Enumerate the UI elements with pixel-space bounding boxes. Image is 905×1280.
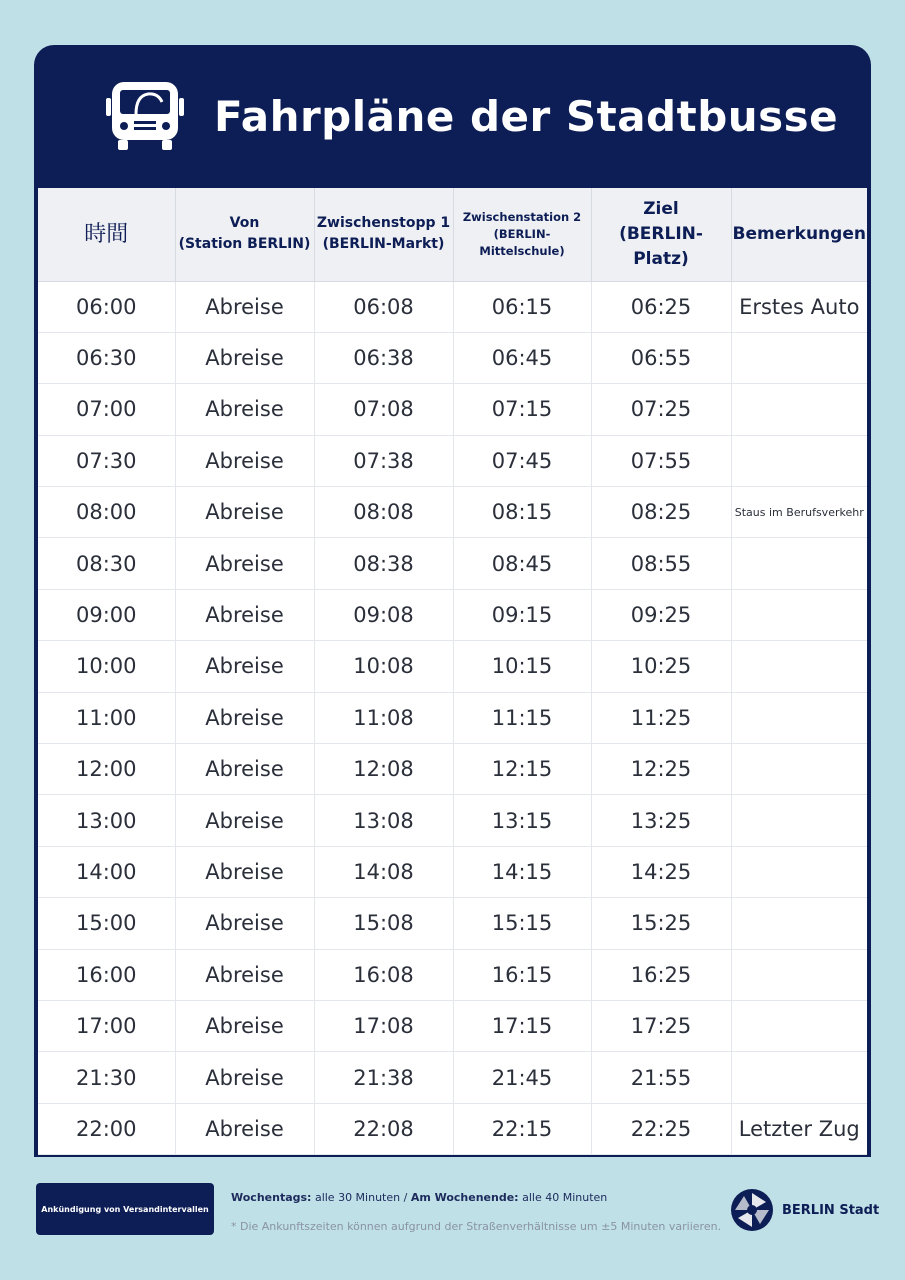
stop1-cell: 08:08 (314, 487, 453, 538)
column-header-stop2: Zwischenstation 2 (BERLIN-Mittelschule) (453, 188, 591, 281)
weekday-label: Wochentags: (231, 1191, 312, 1204)
stop2-cell: 07:45 (453, 435, 591, 486)
weekend-label: Am Wochenende: (410, 1191, 519, 1204)
stop2-cell: 16:15 (453, 949, 591, 1000)
column-header-from: Von (Station BERLIN) (175, 188, 314, 281)
destination-cell: 08:25 (591, 487, 731, 538)
table-row (38, 538, 867, 589)
interval-notice-button[interactable]: Ankündigung von Versandintervallen (36, 1183, 214, 1235)
time-cell: 22:00 (38, 1103, 175, 1154)
brand (730, 1188, 879, 1232)
time-cell: 07:30 (38, 435, 175, 486)
stop1-cell: 16:08 (314, 949, 453, 1000)
table-row (38, 332, 867, 383)
from-cell: Abreise (175, 538, 314, 589)
stop1-cell: 17:08 (314, 1000, 453, 1051)
bus-icon (106, 78, 184, 156)
time-cell: 06:30 (38, 332, 175, 383)
brand-name: BERLIN Stadt (782, 1202, 880, 1218)
table-row (38, 898, 867, 949)
weekend-value: alle 40 Minuten (518, 1191, 608, 1204)
destination-cell: 10:25 (591, 641, 731, 692)
header (34, 45, 871, 188)
stop2-cell: 09:15 (453, 589, 591, 640)
remarks-cell (731, 589, 867, 640)
table-row (38, 1103, 867, 1154)
remarks-cell (731, 692, 867, 743)
time-cell: 06:00 (38, 281, 175, 332)
stop2-cell: 13:15 (453, 795, 591, 846)
remarks-cell: Erstes Auto (731, 281, 867, 332)
timetable-card (34, 45, 871, 1157)
destination-cell: 16:25 (591, 949, 731, 1000)
stop1-cell: 07:38 (314, 435, 453, 486)
stop1-cell: 06:38 (314, 332, 453, 383)
stop1-cell: 22:08 (314, 1103, 453, 1154)
stop2-cell: 15:15 (453, 898, 591, 949)
remarks-cell (731, 538, 867, 589)
disclaimer: * Die Ankunftszeiten können aufgrund der Straßenverhältnisse um ±5 Minuten variieren. (231, 1220, 722, 1233)
from-cell: Abreise (175, 795, 314, 846)
column-header-time: 時間 (38, 188, 175, 281)
destination-cell: 22:25 (591, 1103, 731, 1154)
stop2-cell: 10:15 (453, 641, 591, 692)
remarks-cell: Staus im Berufsverkehr (731, 487, 867, 538)
column-header-stop1: Zwischenstopp 1 (BERLIN-Markt) (314, 188, 453, 281)
stop2-cell: 17:15 (453, 1000, 591, 1051)
time-cell: 07:00 (38, 384, 175, 435)
table-header-row (38, 188, 867, 281)
remarks-cell (731, 1000, 867, 1051)
time-cell: 16:00 (38, 949, 175, 1000)
destination-cell: 14:25 (591, 846, 731, 897)
time-cell: 15:00 (38, 898, 175, 949)
destination-cell: 12:25 (591, 744, 731, 795)
table-row (38, 589, 867, 640)
time-cell: 21:30 (38, 1052, 175, 1103)
stop2-cell: 12:15 (453, 744, 591, 795)
table-row (38, 949, 867, 1000)
from-cell: Abreise (175, 1052, 314, 1103)
time-cell: 08:00 (38, 487, 175, 538)
stop1-cell: 14:08 (314, 846, 453, 897)
from-cell: Abreise (175, 744, 314, 795)
remarks-cell (731, 949, 867, 1000)
remarks-cell (731, 435, 867, 486)
destination-cell: 07:25 (591, 384, 731, 435)
remarks-cell (731, 898, 867, 949)
table-row (38, 384, 867, 435)
from-cell: Abreise (175, 435, 314, 486)
remarks-cell (731, 846, 867, 897)
stop1-cell: 12:08 (314, 744, 453, 795)
stop2-cell: 06:45 (453, 332, 591, 383)
table-row (38, 1052, 867, 1103)
destination-cell: 08:55 (591, 538, 731, 589)
stop1-cell: 09:08 (314, 589, 453, 640)
timetable-table (38, 188, 867, 1155)
weekday-value: alle 30 Minuten / (311, 1191, 411, 1204)
interval-info (231, 1191, 607, 1204)
table-row (38, 281, 867, 332)
from-cell: Abreise (175, 692, 314, 743)
table-row (38, 846, 867, 897)
from-cell: Abreise (175, 1000, 314, 1051)
from-cell: Abreise (175, 846, 314, 897)
from-cell: Abreise (175, 487, 314, 538)
time-cell: 08:30 (38, 538, 175, 589)
remarks-cell (731, 384, 867, 435)
time-cell: 11:00 (38, 692, 175, 743)
stop2-cell: 06:15 (453, 281, 591, 332)
destination-cell: 13:25 (591, 795, 731, 846)
table-row (38, 795, 867, 846)
stop2-cell: 08:45 (453, 538, 591, 589)
destination-cell: 09:25 (591, 589, 731, 640)
table-body (38, 281, 867, 1155)
destination-cell: 11:25 (591, 692, 731, 743)
destination-cell: 15:25 (591, 898, 731, 949)
table-row (38, 487, 867, 538)
destination-cell: 07:55 (591, 435, 731, 486)
berlin-logo-icon (730, 1188, 774, 1232)
stop1-cell: 13:08 (314, 795, 453, 846)
from-cell: Abreise (175, 1103, 314, 1154)
time-cell: 09:00 (38, 589, 175, 640)
timetable (38, 188, 867, 1154)
remarks-cell (731, 332, 867, 383)
table-row (38, 435, 867, 486)
stop2-cell: 08:15 (453, 487, 591, 538)
remarks-cell (731, 1052, 867, 1103)
destination-cell: 06:55 (591, 332, 731, 383)
column-header-destination: Ziel (BERLIN-Platz) (591, 188, 731, 281)
table-row (38, 1000, 867, 1051)
stop2-cell: 11:15 (453, 692, 591, 743)
remarks-cell (731, 641, 867, 692)
stop1-cell: 11:08 (314, 692, 453, 743)
stop1-cell: 06:08 (314, 281, 453, 332)
table-row (38, 641, 867, 692)
remarks-cell: Letzter Zug (731, 1103, 867, 1154)
from-cell: Abreise (175, 589, 314, 640)
from-cell: Abreise (175, 641, 314, 692)
from-cell: Abreise (175, 332, 314, 383)
stop1-cell: 15:08 (314, 898, 453, 949)
from-cell: Abreise (175, 384, 314, 435)
stop2-cell: 07:15 (453, 384, 591, 435)
stop1-cell: 21:38 (314, 1052, 453, 1103)
destination-cell: 21:55 (591, 1052, 731, 1103)
time-cell: 12:00 (38, 744, 175, 795)
stop2-cell: 21:45 (453, 1052, 591, 1103)
stop2-cell: 22:15 (453, 1103, 591, 1154)
stop2-cell: 14:15 (453, 846, 591, 897)
stop1-cell: 10:08 (314, 641, 453, 692)
from-cell: Abreise (175, 949, 314, 1000)
stop1-cell: 07:08 (314, 384, 453, 435)
time-cell: 13:00 (38, 795, 175, 846)
remarks-cell (731, 744, 867, 795)
table-row (38, 692, 867, 743)
remarks-cell (731, 795, 867, 846)
time-cell: 14:00 (38, 846, 175, 897)
page-title: Fahrpläne der Stadtbusse (214, 92, 839, 141)
destination-cell: 17:25 (591, 1000, 731, 1051)
time-cell: 17:00 (38, 1000, 175, 1051)
column-header-remarks: Bemerkungen (731, 188, 867, 281)
time-cell: 10:00 (38, 641, 175, 692)
footer (36, 1183, 880, 1238)
from-cell: Abreise (175, 898, 314, 949)
stop1-cell: 08:38 (314, 538, 453, 589)
destination-cell: 06:25 (591, 281, 731, 332)
from-cell: Abreise (175, 281, 314, 332)
table-row (38, 744, 867, 795)
